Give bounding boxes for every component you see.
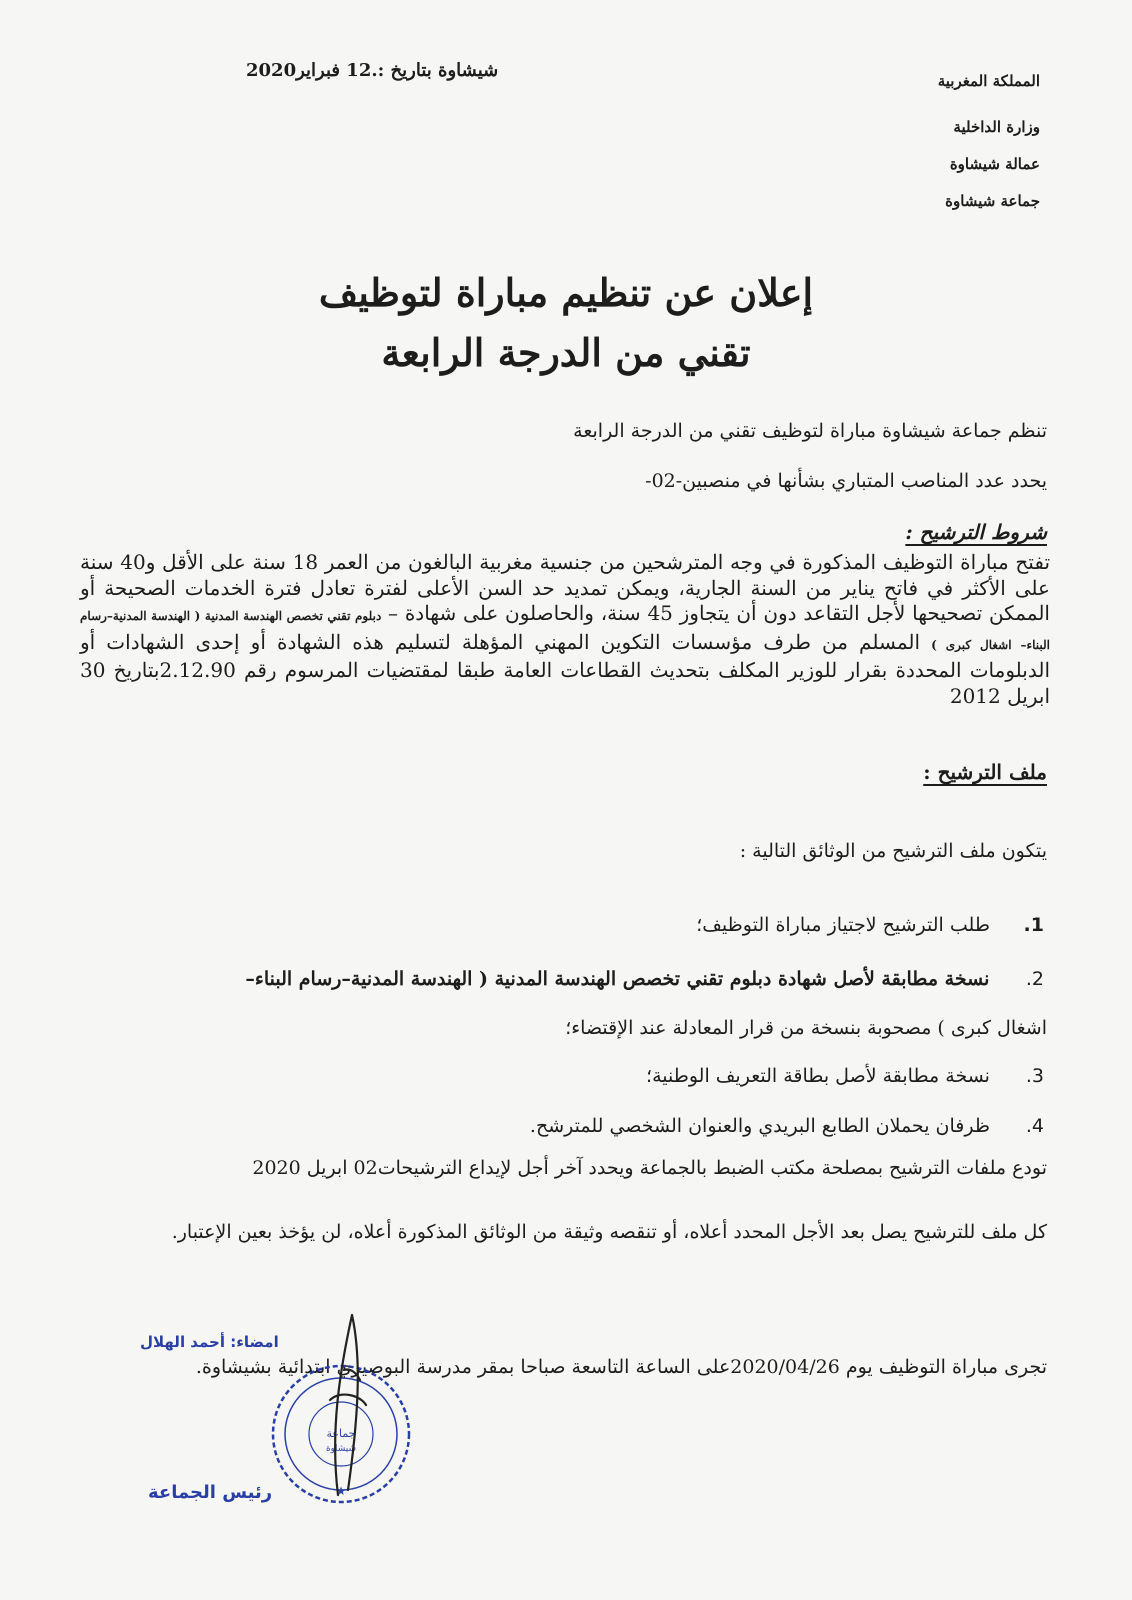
late-notice-paragraph: كل ملف للترشيح يصل بعد الأجل المحدد أعلاه، أو تنقصه وثيقة من الوثائق المذكورة أعلاه، لن يؤخذ بعين الإعتبار. bbox=[171, 1221, 1047, 1243]
kingdom-label: المملكة المغربية bbox=[937, 72, 1040, 90]
commune-label: جماعة شيشاوة bbox=[945, 192, 1040, 210]
ministry-label: وزارة الداخلية bbox=[953, 118, 1040, 136]
file-heading: ملف الترشيح : bbox=[923, 760, 1047, 784]
document-date: شيشاوة بتاريخ :.12 فبراير2020 bbox=[246, 60, 499, 81]
svg-text:جماعة: جماعة bbox=[326, 1427, 356, 1440]
page-subtitle: تقني من الدرجة الرابعة bbox=[381, 330, 751, 375]
file-intro: يتكون ملف الترشيح من الوثائق التالية : bbox=[739, 840, 1047, 862]
conditions-heading: شروط الترشيح : bbox=[905, 520, 1047, 544]
intro-line-1: تنظم جماعة شيشاوة مباراة لتوظيف تقني من الدرجة الرابعة bbox=[573, 420, 1047, 442]
intro-line-2: يحدد عدد المناصب المتباري بشأنها في منصبين-02- bbox=[645, 470, 1047, 492]
list-item-continuation: اشغال كبرى ) مصحوبة بنسخة من قرار المعادلة عند الإقتضاء؛ bbox=[565, 1017, 1047, 1039]
svg-text:شيشاوة: شيشاوة bbox=[325, 1444, 357, 1454]
province-label: عمالة شيشاوة bbox=[949, 155, 1040, 173]
list-item: 2. نسخة مطابقة لأصل شهادة دبلوم تقني تخصص الهندسة المدنية ( الهندسة المدنية–رسام البناء– bbox=[245, 968, 1044, 990]
list-item: 1. طلب الترشيح لاجتياز مباراة التوظيف؛ bbox=[696, 914, 1044, 936]
exam-date-paragraph: تجرى مباراة التوظيف يوم 2020/04/26على الساعة التاسعة صباحا بمقر مدرسة البوصيري ابتدائية بشيشاوة. bbox=[195, 1356, 1047, 1378]
signature-role: رئيس الجماعة bbox=[148, 1482, 273, 1503]
svg-text:★: ★ bbox=[335, 1484, 347, 1498]
list-item: 3. نسخة مطابقة لأصل بطاقة التعريف الوطنية؛ bbox=[646, 1065, 1044, 1087]
handwritten-signature bbox=[300, 1310, 400, 1500]
signature-name: امضاء: أحمد الهلال bbox=[140, 1333, 279, 1351]
conditions-paragraph: تفتح مباراة التوظيف المذكورة في وجه المترشحين من جنسية مغربية البالغون من العمر 18 سنة على الأقل و40 سنة على الأكثر في فاتح يناير من السنة الجارية، ويمكن تمديد حد السن الأعلى لفترة تعادل فترة الخدمات الصحيحة أو الممكن تصحيحها لأجل التقاعد دون أن يتجاوز 45 سنة، والحاصلون على شهادة – دبلوم تقني تخصص الهندسة المدنية ( الهندسة المدنية–رسام البناء– اشغال كبرى ) المسلم من طرف مؤسسات التكوين المهني المؤهلة لتسليم هذه الشهادة أو إحدى الشهادات أو الدبلومات المحددة بقرار للوزير المكلف بتحديث القطاعات العامة طبقا لمقتضيات المرسوم رقم 2.12.90بتاريخ 30 ابريل 2012 bbox=[80, 550, 1051, 708]
deadline-text: تودع ملفات الترشيح بمصلحة مكتب الضبط بالجماعة ويحدد آخر أجل لإيداع الترشيحات02 ابريل 2020 bbox=[252, 1157, 1047, 1179]
page-title: إعلان عن تنظيم مباراة لتوظيف bbox=[318, 270, 814, 315]
list-item: 4. ظرفان يحملان الطابع البريدي والعنوان الشخصي للمترشح. bbox=[529, 1115, 1044, 1137]
